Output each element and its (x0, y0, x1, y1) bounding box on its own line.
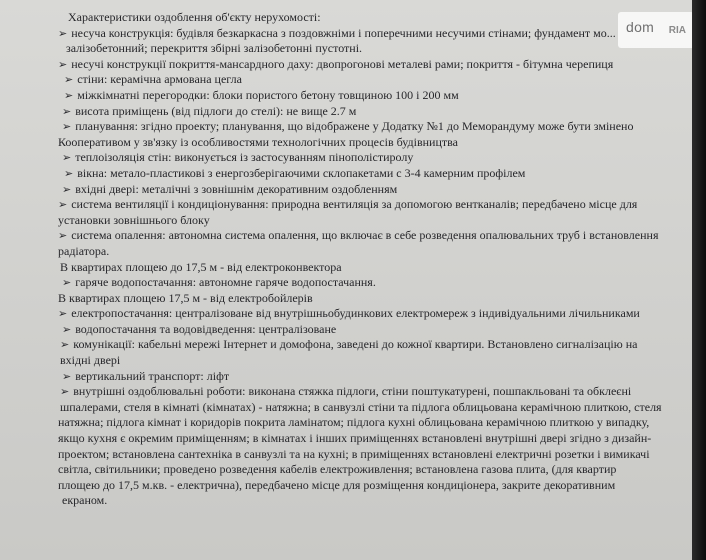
document-text (58, 10, 690, 509)
document-line (58, 322, 690, 338)
document-line (58, 291, 690, 307)
line-text: шпалерами, стеля в кімнаті (кімнатах) - натяжна; в санвузлі стіни та підлога облицьована керамічною плиткою, стеля (60, 399, 662, 414)
line-text: екраном. (62, 493, 108, 508)
line-text: вхідні двері (60, 353, 121, 368)
document-line (58, 41, 690, 57)
document-line (58, 26, 690, 42)
document-line (58, 337, 690, 353)
line-text: Кооперативом у зв'язку із особливостями технологічних процесів будівництва (58, 134, 458, 149)
line-text: площею до 17,5 м.кв. - електрична), передбачено місце для розміщення кондиціонера, закрите декоративним (58, 477, 616, 492)
document-line (58, 306, 690, 322)
document-line (58, 244, 690, 260)
line-text: комунікації: кабельні мережі Інтернет и домофона, заведені до кожної квартири. Встановлено сигналізацію на (73, 337, 638, 352)
bullet-arrow-icon: ➢ (62, 276, 72, 290)
bullet-arrow-icon: ➢ (60, 338, 70, 352)
domria-watermark (618, 12, 692, 48)
document-line (58, 88, 690, 104)
bullet-arrow-icon: ➢ (64, 88, 74, 102)
line-text: В квартирах площею до 17,5 м - від електроконвектора (60, 259, 342, 274)
document-line (58, 119, 690, 135)
line-text: вертикальний транспорт: ліфт (75, 368, 230, 383)
line-text: внутрішні оздоблювальні роботи: виконана стяжка підлоги, стіни поштукатурені, пошпакльовані та обклеєні (73, 384, 632, 399)
bullet-arrow-icon: ➢ (64, 166, 74, 180)
bullet-arrow-icon: ➢ (58, 26, 68, 40)
document-line (58, 213, 690, 229)
line-text: стіни: керамічна армована цегла (77, 72, 242, 87)
document-line (58, 72, 690, 88)
line-text: теплоізоляція стін: виконується із застосуванням пінополістиролу (75, 150, 414, 165)
line-text: В квартирах площею 17,5 м - від електробойлерів (58, 290, 313, 305)
document-line (58, 104, 690, 120)
document-line (58, 369, 690, 385)
document-line (58, 182, 690, 198)
bullet-arrow-icon: ➢ (58, 57, 68, 71)
line-text: натяжна; підлога кімнат і коридорів покрита ламінатом; підлога кухні облицьована керамічною плиткою у випадку, (58, 415, 650, 430)
line-text: вхідні двері: металічні з зовнішнім декоративним оздобленням (75, 181, 398, 196)
document-line (58, 135, 690, 151)
line-text: проектом; встановлена сантехніка в санвузлі та на кухні; в приміщеннях встановлені електричні розетки і вимикачі (58, 446, 650, 461)
document-line (58, 166, 690, 182)
bullet-arrow-icon: ➢ (58, 229, 68, 243)
document-line (58, 260, 690, 276)
document-line (58, 478, 690, 494)
line-text: гаряче водопостачання: автономне гаряче водопостачання. (75, 275, 376, 290)
line-text: радіатора. (58, 243, 110, 258)
line-text: якщо кухня є окремим приміщенням; в кімнатах і інших приміщеннях встановлені внутрішні двері згідно з дизайн- (58, 431, 652, 446)
photo-dark-edge (692, 0, 706, 560)
bullet-arrow-icon: ➢ (62, 120, 72, 134)
line-text: залізобетонний; перекриття збірні залізобетонні пустотні. (66, 41, 363, 56)
document-line (58, 493, 690, 509)
line-text: несуча конструкція: будівля безкаркасна з поздовжніми і поперечними несучими стінами; фундамент мо... (71, 25, 616, 40)
bullet-arrow-icon: ➢ (62, 151, 72, 165)
bullet-arrow-icon: ➢ (62, 182, 72, 196)
document-line (58, 400, 690, 416)
document-line (58, 431, 690, 447)
bullet-arrow-icon: ➢ (62, 104, 72, 118)
bullet-arrow-icon: ➢ (58, 307, 68, 321)
bullet-arrow-icon: ➢ (60, 385, 70, 399)
document-line (58, 462, 690, 478)
document-line (58, 353, 690, 369)
bullet-arrow-icon: ➢ (64, 73, 74, 87)
line-text: установки зовнішнього блоку (58, 212, 210, 227)
watermark-dom-text: dom (626, 19, 655, 35)
document-line (58, 57, 690, 73)
line-text: висота приміщень (від підлоги до стелі): не вище 2.7 м (75, 103, 357, 118)
line-text: електропостачання: централізоване від внутрішньобудинкових електромереж з індивідуальними лічильниками (71, 306, 640, 321)
document-line (58, 275, 690, 291)
line-text: планування: згідно проекту; планування, що відображене у Додатку №1 до Меморандуму може бути змінено (75, 119, 634, 134)
document-line (58, 228, 690, 244)
document-line (58, 384, 690, 400)
line-text: водопостачання та водовідведення: централізоване (75, 321, 337, 336)
document-line (58, 150, 690, 166)
line-text: Характеристики оздоблення об'єкту нерухомості: (68, 10, 321, 24)
document-line (58, 10, 690, 26)
line-text: міжкімнатні перегородки: блоки пористого бетону товщиною 100 і 200 мм (77, 87, 459, 102)
bullet-arrow-icon: ➢ (62, 322, 72, 336)
document-line (58, 447, 690, 463)
line-text: система вентиляції і кондиціонування: природна вентиляція за допомогою вентканалів; передбачено місце для (71, 197, 638, 212)
watermark-ria-text: RIA (668, 25, 686, 36)
line-text: система опалення: автономна система опалення, що включає в себе розведення опалювальних труб і встановлення (71, 228, 659, 243)
bullet-arrow-icon: ➢ (58, 198, 68, 212)
document-line (58, 415, 690, 431)
document-line (58, 197, 690, 213)
line-text: світла, світильники; проведено розведення кабелів електроживлення; встановлена газова плита, (для квартир (58, 462, 617, 477)
line-text: вікна: метало-пластикові з енергозберігаючими склопакетами с 3-4 камерним профілем (77, 165, 526, 180)
line-text: несучі конструкції покриття-мансардного даху: двопрогонові металеві рами; покриття - бітумна черепиця (71, 56, 614, 71)
bullet-arrow-icon: ➢ (62, 369, 72, 383)
